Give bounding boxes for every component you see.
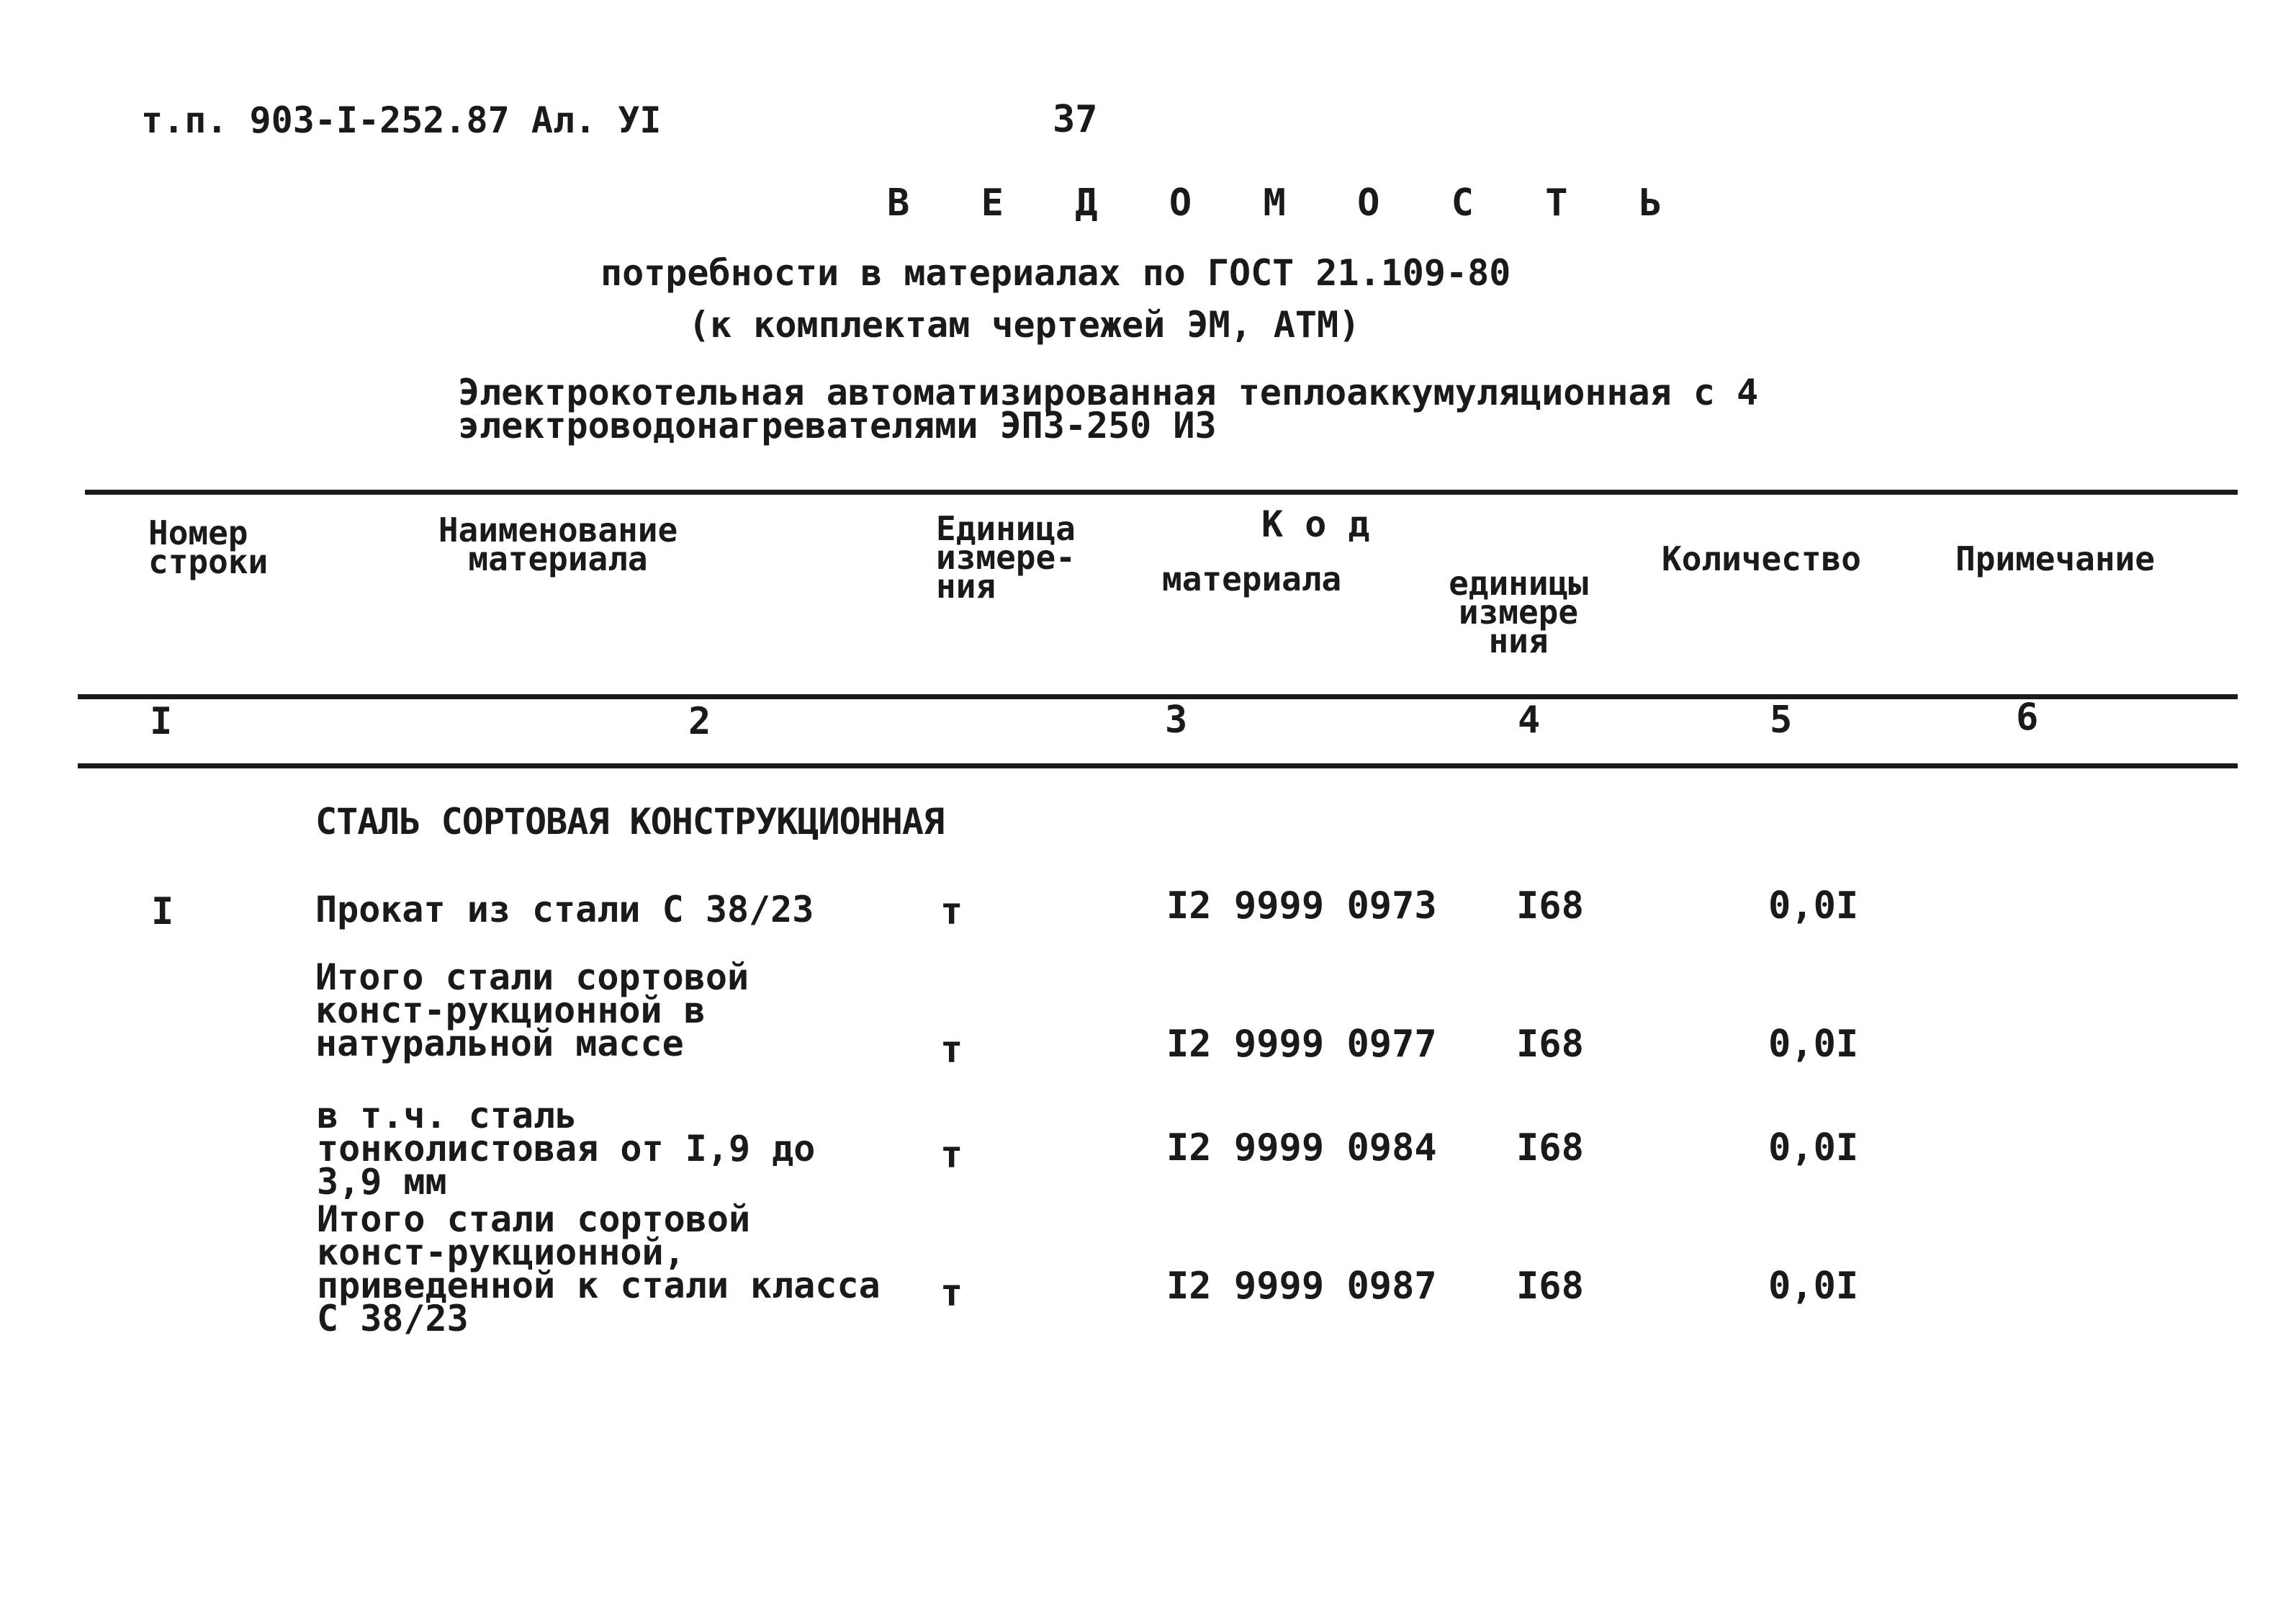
header-material-name: Наименование материала bbox=[438, 511, 678, 578]
header-code-material: материала bbox=[1162, 560, 1342, 598]
material-name: Прокат из стали С 38/23 bbox=[315, 889, 814, 930]
material-code: I2 9999 0973 bbox=[1166, 884, 1437, 928]
unit-code: I68 bbox=[1516, 1023, 1584, 1066]
document-subtitle: потребности в материалах по ГОСТ 21.109-80 bbox=[600, 252, 1511, 294]
object-description: Электрокотельная автоматизированная теплоаккумуляционная с 4 электроводонагревателями ЭПЗ-250 ИЗ bbox=[458, 372, 1759, 446]
quantity: 0,0I bbox=[1768, 1023, 1859, 1066]
material-code: I2 9999 0977 bbox=[1166, 1023, 1437, 1066]
quantity: 0,0I bbox=[1768, 1126, 1859, 1170]
row-number: I bbox=[151, 890, 174, 933]
header-note: Примечание bbox=[1955, 539, 2155, 578]
column-number-4: 4 bbox=[1518, 699, 1541, 742]
quantity: 0,0I bbox=[1768, 1265, 1859, 1308]
document-subtitle-drawings: (к комплектам чертежей ЭМ, АТМ) bbox=[688, 304, 1361, 346]
material-name: Итого стали сортовой конст-рукционной в натуральной массе bbox=[315, 956, 749, 1064]
document-title: В Е Д О М О С Т Ь bbox=[887, 181, 1687, 225]
header-code-group: К о д bbox=[1261, 503, 1370, 545]
column-number-2: 2 bbox=[688, 700, 711, 743]
column-number-3: 3 bbox=[1165, 699, 1188, 742]
column-number-6: 6 bbox=[2016, 696, 2039, 739]
quantity: 0,0I bbox=[1768, 884, 1859, 928]
material-name: в т.ч. сталь тонколистовая от I,9 до 3,9 мм bbox=[317, 1095, 816, 1203]
unit: т bbox=[940, 1134, 963, 1177]
column-number-1: I bbox=[150, 700, 173, 743]
unit: т bbox=[940, 1272, 963, 1315]
unit: т bbox=[940, 890, 963, 933]
material-code: I2 9999 0984 bbox=[1166, 1126, 1437, 1170]
table-numbers-rule bbox=[78, 763, 2238, 768]
unit: т bbox=[940, 1028, 963, 1072]
column-number-5: 5 bbox=[1770, 699, 1793, 742]
material-code: I2 9999 0987 bbox=[1166, 1265, 1437, 1308]
table-top-rule bbox=[85, 490, 2238, 495]
unit-code: I68 bbox=[1516, 1126, 1584, 1170]
page-number: 37 bbox=[1053, 98, 1098, 141]
material-name: Итого стали сортовой конст-рукционной, приведенной к стали класса С 38/23 bbox=[317, 1198, 881, 1339]
section-title: СТАЛЬ СОРТОВАЯ КОНСТРУКЦИОННАЯ bbox=[315, 801, 945, 843]
unit-code: I68 bbox=[1516, 884, 1584, 928]
table-header-rule bbox=[78, 694, 2238, 699]
header-quantity: Количество bbox=[1662, 539, 1861, 578]
unit-code: I68 bbox=[1516, 1265, 1584, 1308]
header-row-number: Номер строки bbox=[148, 513, 269, 581]
header-unit: Единица измере-ния bbox=[936, 509, 1076, 606]
header-code-unit: единицы измере ния bbox=[1449, 564, 1588, 660]
document-reference: т.п. 903-I-252.87 Ал. УI bbox=[141, 99, 662, 141]
